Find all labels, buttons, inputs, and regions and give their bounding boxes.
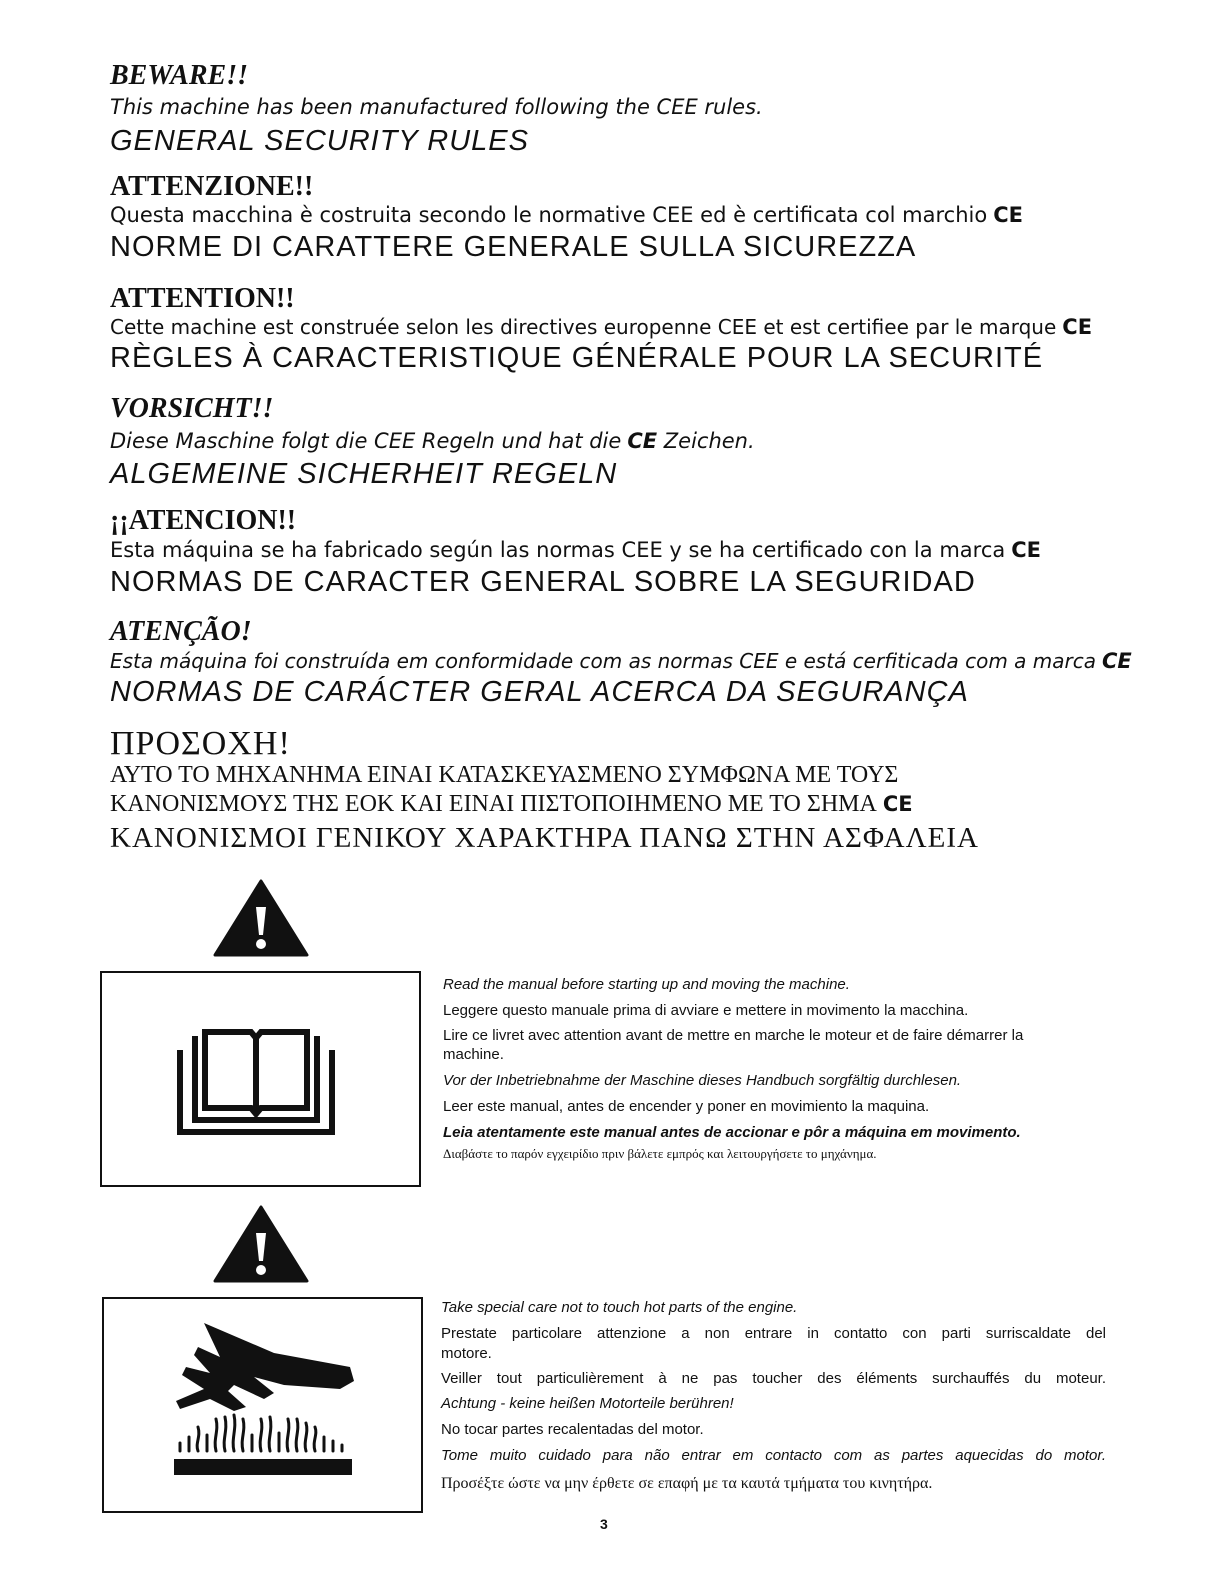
manual-line-pt: Leia atentamente este manual antes de accionar e pôr a máquina em movimento. [443,1124,1021,1141]
text-de-row [110,429,755,453]
heading-de: VORSICHT!! [110,393,274,424]
manual-line-de: Vor der Inbetriebnahme der Maschine dieses Handbuch sorgfältig durchlesen. [443,1072,962,1089]
rule-es: NORMAS DE CARACTER GENERAL SOBRE LA SEGURIDAD [110,566,976,598]
hot-line-de: Achtung - keine heißen Motorteile berühren! [441,1395,734,1412]
ce-mark-icon: CE [627,429,658,453]
hot-surface-icon-box [102,1297,423,1513]
ce-mark-icon: CE [1011,538,1041,562]
ce-mark-icon: CE [1102,649,1132,673]
hot-line-fr: Veiller tout particulièrement à ne pas toucher des éléments surchauffés du moteur. [441,1370,1106,1387]
ce-mark-icon: CE [1062,315,1093,339]
rule-en: GENERAL SECURITY RULES [110,125,529,157]
text-de-after: Zeichen. [663,429,755,453]
text-es-row [110,538,1041,562]
rule-pt: NORMAS DE CARÁCTER GERAL ACERCA DA SEGURANÇA [110,676,969,708]
heading-en: BEWARE!! [110,60,248,91]
heading-pt: ATENÇÃO! [110,616,252,647]
manual-line-fr: Lire ce livret avec attention avant de mettre en marche le moteur et de faire démarrer la [443,1027,1024,1044]
hot-line-es: No tocar partes recalentadas del motor. [441,1421,704,1438]
rule-fr: RÈGLES À CARACTERISTIQUE GÉNÉRALE POUR LA SECURITÉ [110,342,1044,374]
heading-es: ¡¡ATENCION!! [110,505,297,536]
hot-line-it: Prestate particolare attenzione a non entrare in contatto con parti surriscaldate del [441,1325,1106,1342]
hot-line-it-2: motore. [441,1345,492,1362]
hot-surface-hand-icon [164,1319,364,1489]
text-fr-row [110,315,1092,339]
manual-line-en: Read the manual before starting up and moving the machine. [443,976,850,993]
text-gr-2: ΚΑΝΟΝΙΣΜΟΥΣ ΤΗΣ ΕΟΚ ΚΑΙ ΕΙΝΑΙ ΠΙΣΤΟΠΟΙΗΜΕΝΟ ΜΕ ΤΟ ΣΗΜΑ [110,791,877,817]
manual-line-fr-2: machine. [443,1046,504,1063]
text-it-row [110,203,1023,227]
heading-it: ATTENZIONE!! [110,171,314,202]
text-fr: Cette machine est construée selon les directives europenne CEE et est certifiee par le marque [110,315,1057,339]
rule-it: NORME DI CARATTERE GENERALE SULLA SICUREZZA [110,231,917,263]
text-gr-2-row [110,791,913,818]
text-de: Diese Maschine folgt die CEE Regeln und hat die [110,429,622,453]
warning-triangle-icon [213,879,309,957]
rule-de: ALGEMEINE SICHERHEIT REGELN [110,458,618,490]
text-gr-1: ΑΥΤΟ ΤΟ ΜΗΧΑΝΗΜΑ ΕΙΝΑΙ ΚΑΤΑΣΚΕΥΑΣΜΕΝΟ ΣΥΜΦΩΝΑ ΜΕ ΤΟΥΣ [110,762,899,788]
text-pt: Esta máquina foi construída em conformidade com as normas CEE e está cerfiticada com a marca [110,649,1096,673]
open-book-icon [175,1028,337,1138]
manual-line-gr: Διαβάστε το παρόν εγχειρίδιο πριν βάλετε εμπρός και λειτουργήσετε το μηχάνημα. [443,1146,877,1161]
page-number: 3 [600,1516,608,1532]
heading-gr: ΠΡΟΣΟΧΗ! [110,725,291,762]
ce-mark-icon: CE [993,203,1023,227]
manual-line-it: Leggere questo manuale prima di avviare e mettere in movimento la macchina. [443,1002,969,1019]
hot-line-en: Take special care not to touch hot parts of the engine. [441,1299,798,1316]
text-en: This machine has been manufactured following the CEE rules. [110,95,763,119]
manual-icon-box [100,971,421,1187]
hot-line-gr: Προσέξτε ώστε να μην έρθετε σε επαφή με τα καυτά τμήματα του κινητήρα. [441,1475,933,1492]
text-it: Questa macchina è costruita secondo le normative CEE ed è certificata col marchio [110,203,988,227]
heading-fr: ATTENTION!! [110,283,295,314]
rule-gr: ΚΑΝΟΝΙΣΜΟΙ ΓΕΝΙΚΟΥ ΧΑΡΑΚΤΗΡΑ ΠΑΝΩ ΣΤΗΝ ΑΣΦΑΛΕΙΑ [110,822,979,854]
text-es: Esta máquina se ha fabricado según las normas CEE y se ha certificado con la marca [110,538,1006,562]
manual-line-es: Leer este manual, antes de encender y poner en movimiento la maquina. [443,1098,930,1115]
hot-line-pt: Tome muito cuidado para não entrar em contacto com as partes aquecidas do motor. [441,1447,1106,1464]
ce-mark-icon: CE [882,792,913,816]
warning-triangle-icon [213,1205,309,1283]
text-pt-row [110,649,1132,673]
